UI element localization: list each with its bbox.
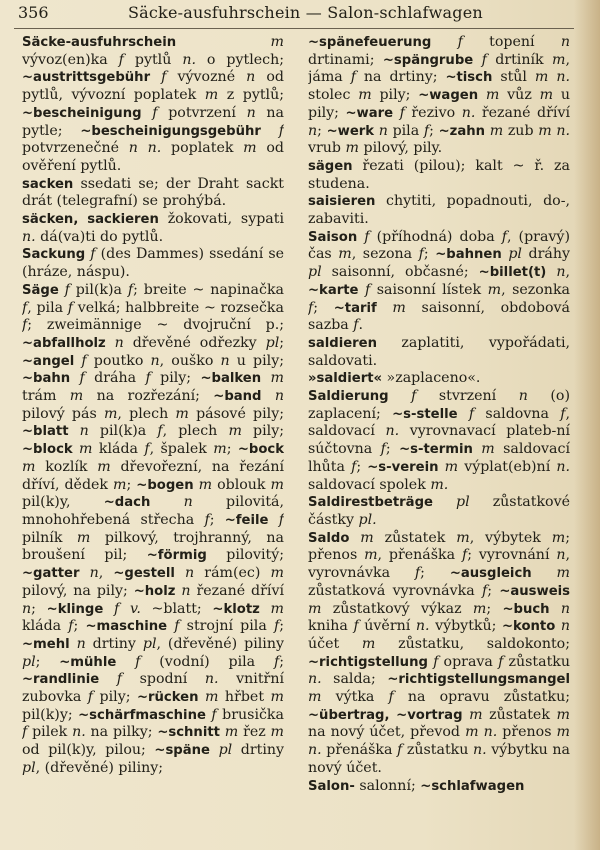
running-head: [0, 2, 600, 28]
running-head-title: Säcke-ausfuhrschein — Salon-schlafwagen: [128, 3, 483, 22]
page-number: 356: [18, 3, 49, 22]
dictionary-entry: Säcke-ausfuhrschein m vývoz(en)ka f pytlů n. o pytlech; ~austrittsgebühr f vývozné n od pytlů, vývozní poplatek m z pytlů; ~bescheinigung f potvrzení n na pytle; ~bescheinigungsgebühr f potvrzenečné n n. poplatek m od ověření pytlů.: [22, 34, 284, 174]
dictionary-entry: säcken, sackieren žokovati, sypati n. dá(va)ti do pytlů.: [22, 211, 284, 245]
dictionary-entry: Saldierung f stvrzení n (o) zaplacení; ~s-stelle f saldovna f, saldovací n. vyrovnavací plateb-ní súčtovna f; ~s-termin m saldovací lhůta f; ~s-verein m výplat(eb)ní n. saldovací spolek m.: [308, 388, 570, 493]
left-column: [22, 34, 284, 842]
dictionary-entry: ~spänefeuerung f topení n drtinami; ~spängrube f drtiník m, jáma f na drtiny; ~tisch stůl m n. stolec m pily; ~wagen m vůz m u pily; ~ware f řezivo n. řezané dříví n; ~werk n pila f; ~zahn m zub m n. vrub m pilový, pily.: [308, 34, 570, 157]
right-column: [308, 34, 570, 842]
dictionary-entry: Saldo m zůstatek m, výbytek m; přenos m, přenáška f; vyrovnání n, vyrovnávka f; ~ausgleich m zůstatková vyrovnávka f; ~ausweis m zůstatkový výkaz m; ~buch n kniha f úvěrní n. výbytků; ~konto n účet m zůstatku, saldokonto; ~richtigstellung f oprava f zůstatku n. salda; ~richtigstellungsmangel m výtka f na opravu zůstatku; ~übertrag, ~vortrag m zůstatek m na nový účet, převod m n. přenos m n. přenáška f zůstatku n. výbytku na nový účet.: [308, 529, 570, 776]
dictionary-entry: Säge f pil(k)a f; breite ~ napinačka f, pila f velká; halbbreite ~ rozsečka f; zweimännige ~ dvojruční p.; ~abfallholz n dřevěné odřezky pl; ~angel f poutko n, ouško n u pily; ~bahn f dráha f pily; ~balken m trám m na rozřezání; ~band n pilový pás m, plech m pásové pily; ~blatt n pil(k)a f, plech m pily; ~block m kláda f, špalek m; ~bock m kozlík m dřevořezní, na řezání dříví, dědek m; ~bogen m oblouk m pil(k)y, ~dach n pilovitá, mnohohřebená střecha f; ~feile f pilník m pilkový, trojhranný, na broušení pil; ~förmig pilovitý; ~gatter n, ~gestell n rám(ec) m pilový, na pily; ~holz n řezané dříví n; ~klinge f v. ~blatt; ~klotz m kláda f; ~maschine f strojní pila f; ~mehl n drtiny pl, (dřevěné) piliny pl; ~mühle f (vodní) pila f; ~randlinie f spodní n. vnitřní zubovka f pily; ~rücken m hřbet m pil(k)y; ~schärfmaschine f brusička f pilek n. na pilky; ~schnitt m řez m od pil(k)y, pilou; ~späne pl drtiny pl, (dřevěné) piliny;: [22, 281, 284, 776]
header-rule: [14, 28, 574, 29]
dictionary-entry: saisieren chytiti, popadnouti, do-, zabaviti.: [308, 193, 570, 228]
dictionary-entry: Sackung f (des Dammes) ssedání se (hráze, náspu).: [22, 246, 284, 281]
dictionary-entry: saldieren zaplatiti, vypořádati, saldovati.: [308, 334, 570, 369]
dictionary-entry: sägen řezati (pilou); kalt ~ ř. za studena.: [308, 157, 570, 192]
dictionary-entry: Saison f (příhodná) doba f, (pravý) čas m, sezona f; ~bahnen pl dráhy pl saisonní, občasné; ~billet(t) n, ~karte f saisonní lístek m, sezonka f; ~tarif m saisonní, obdobová sazba f.: [308, 228, 570, 334]
dictionary-entry: »saldiert« »zaplaceno«.: [308, 370, 481, 387]
dictionary-entry: sacken ssedati se; der Draht sackt drát (telegrafní) se prohýbá.: [22, 175, 284, 210]
dictionary-entry: Salon- salonní; ~schlafwagen: [308, 777, 525, 794]
text-columns: [22, 34, 570, 842]
dictionary-entry: Saldirestbeträge pl zůstatkové částky pl.: [308, 494, 570, 528]
page-edge-shadow: [574, 0, 600, 850]
